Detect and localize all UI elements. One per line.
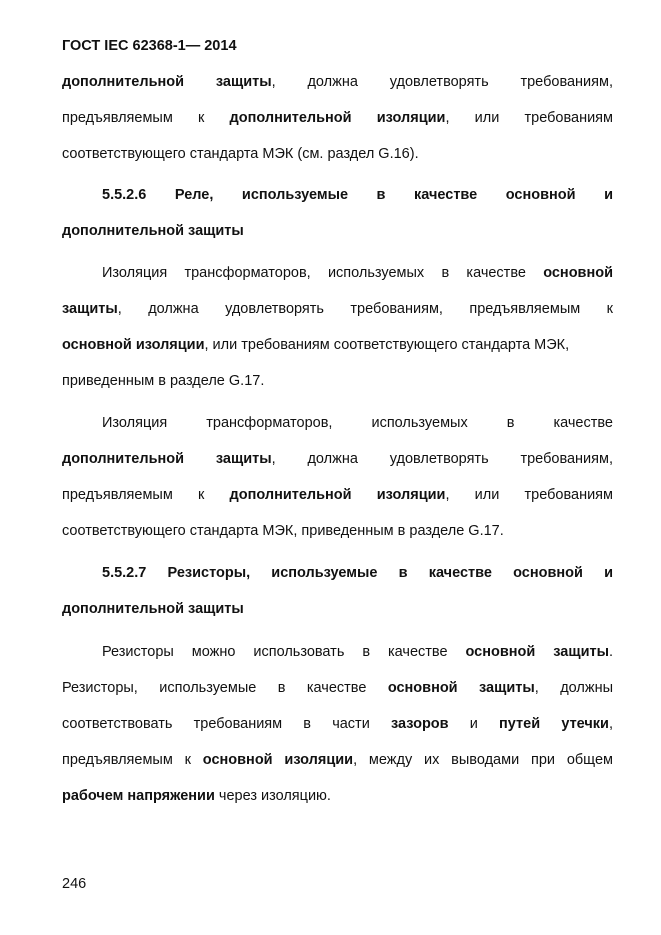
bold-term: основной изоляции (62, 337, 205, 353)
text-run: Резисторы, используемые в качестве (62, 680, 388, 696)
text-run: , должна удовлетворять требованиям, предъявляемым к (117, 301, 613, 317)
bold-term: дополнительной (62, 451, 185, 467)
bold-term: защиты (553, 644, 609, 660)
text-line (62, 335, 569, 355)
text-run: . (608, 644, 613, 660)
text-run: предъявляемым к (62, 752, 203, 768)
text-line (102, 642, 613, 662)
text-run: предъявляемым к (62, 487, 230, 503)
bold-term: дополнительной защиты (62, 601, 244, 617)
bold-term: дополнительной (62, 74, 185, 90)
bold-term: основной (387, 680, 458, 696)
text-run (352, 487, 377, 503)
bold-term: дополнительной (229, 487, 352, 503)
text-run: Изоляция трансформаторов, используемых в качестве (102, 265, 544, 281)
bold-term: зазоров (390, 716, 449, 732)
text-run (540, 716, 561, 732)
bold-term: изоляции (376, 110, 446, 126)
text-line (62, 108, 613, 128)
text-run (458, 680, 479, 696)
text-line (62, 299, 613, 319)
text-run: соответствующего стандарта МЭК (см. раздел G.16). (62, 146, 419, 162)
text-run: , или требованиям (445, 487, 613, 503)
text-run (184, 74, 216, 90)
text-run: , должна удовлетворять требованиям, (271, 451, 613, 467)
text-line (102, 185, 613, 205)
bold-term: 5.5.2.7 Резисторы, используемые в качестве основной и (102, 565, 613, 581)
bold-term: путей (499, 716, 541, 732)
text-line (62, 221, 244, 241)
text-line (62, 678, 613, 698)
text-line (102, 413, 613, 433)
bold-term: утечки (561, 716, 609, 732)
text-run: через изоляцию. (214, 788, 331, 804)
text-run: , или требованиям соответствующего стандарта МЭК, (204, 337, 570, 353)
bold-term: основной (465, 644, 536, 660)
text-line (62, 485, 613, 505)
text-run: Резисторы можно использовать в качестве (102, 644, 466, 660)
text-line (62, 72, 613, 92)
text-line (62, 714, 613, 734)
text-run: , между их выводами при общем (353, 752, 613, 768)
text-run: и (448, 716, 500, 732)
bold-term: защиты (215, 74, 272, 90)
bold-term: защиты (479, 680, 535, 696)
bold-term: защиты (215, 451, 272, 467)
text-run: предъявляемым к (62, 110, 230, 126)
bold-term: дополнительной (229, 110, 352, 126)
text-run: , (608, 716, 613, 732)
text-line (102, 563, 613, 583)
text-line (102, 263, 613, 283)
text-run (273, 752, 285, 768)
text-line (62, 144, 419, 164)
bold-term: основной (543, 265, 613, 281)
text-run: , должны (534, 680, 613, 696)
text-line (62, 449, 613, 469)
page-number: 246 (62, 876, 87, 892)
document-header: ГОСТ IEC 62368-1— 2014 (62, 38, 237, 54)
bold-term: изоляции (284, 752, 354, 768)
text-line (62, 750, 613, 770)
text-run (184, 451, 216, 467)
text-run: , должна удовлетворять требованиям, (271, 74, 613, 90)
text-run: соответствующего стандарта МЭК, приведенным в разделе G.17. (62, 523, 504, 539)
bold-term: защиты (62, 301, 118, 317)
text-line (62, 371, 264, 391)
text-line (62, 599, 244, 619)
text-run (535, 644, 553, 660)
text-run: Изоляция трансформаторов, используемых в качестве (102, 415, 613, 431)
bold-term: основной (202, 752, 273, 768)
text-run: приведенным в разделе G.17. (62, 373, 265, 389)
text-line (62, 521, 504, 541)
text-run: , или требованиям (445, 110, 613, 126)
bold-term: изоляции (376, 487, 446, 503)
bold-term: 5.5.2.6 Реле, используемые в качестве основной и (102, 187, 613, 203)
text-run (352, 110, 377, 126)
bold-term: рабочем напряжении (62, 788, 215, 804)
text-line (62, 786, 331, 806)
text-run: соответствовать требованиям в части (62, 716, 391, 732)
bold-term: дополнительной защиты (62, 223, 244, 239)
